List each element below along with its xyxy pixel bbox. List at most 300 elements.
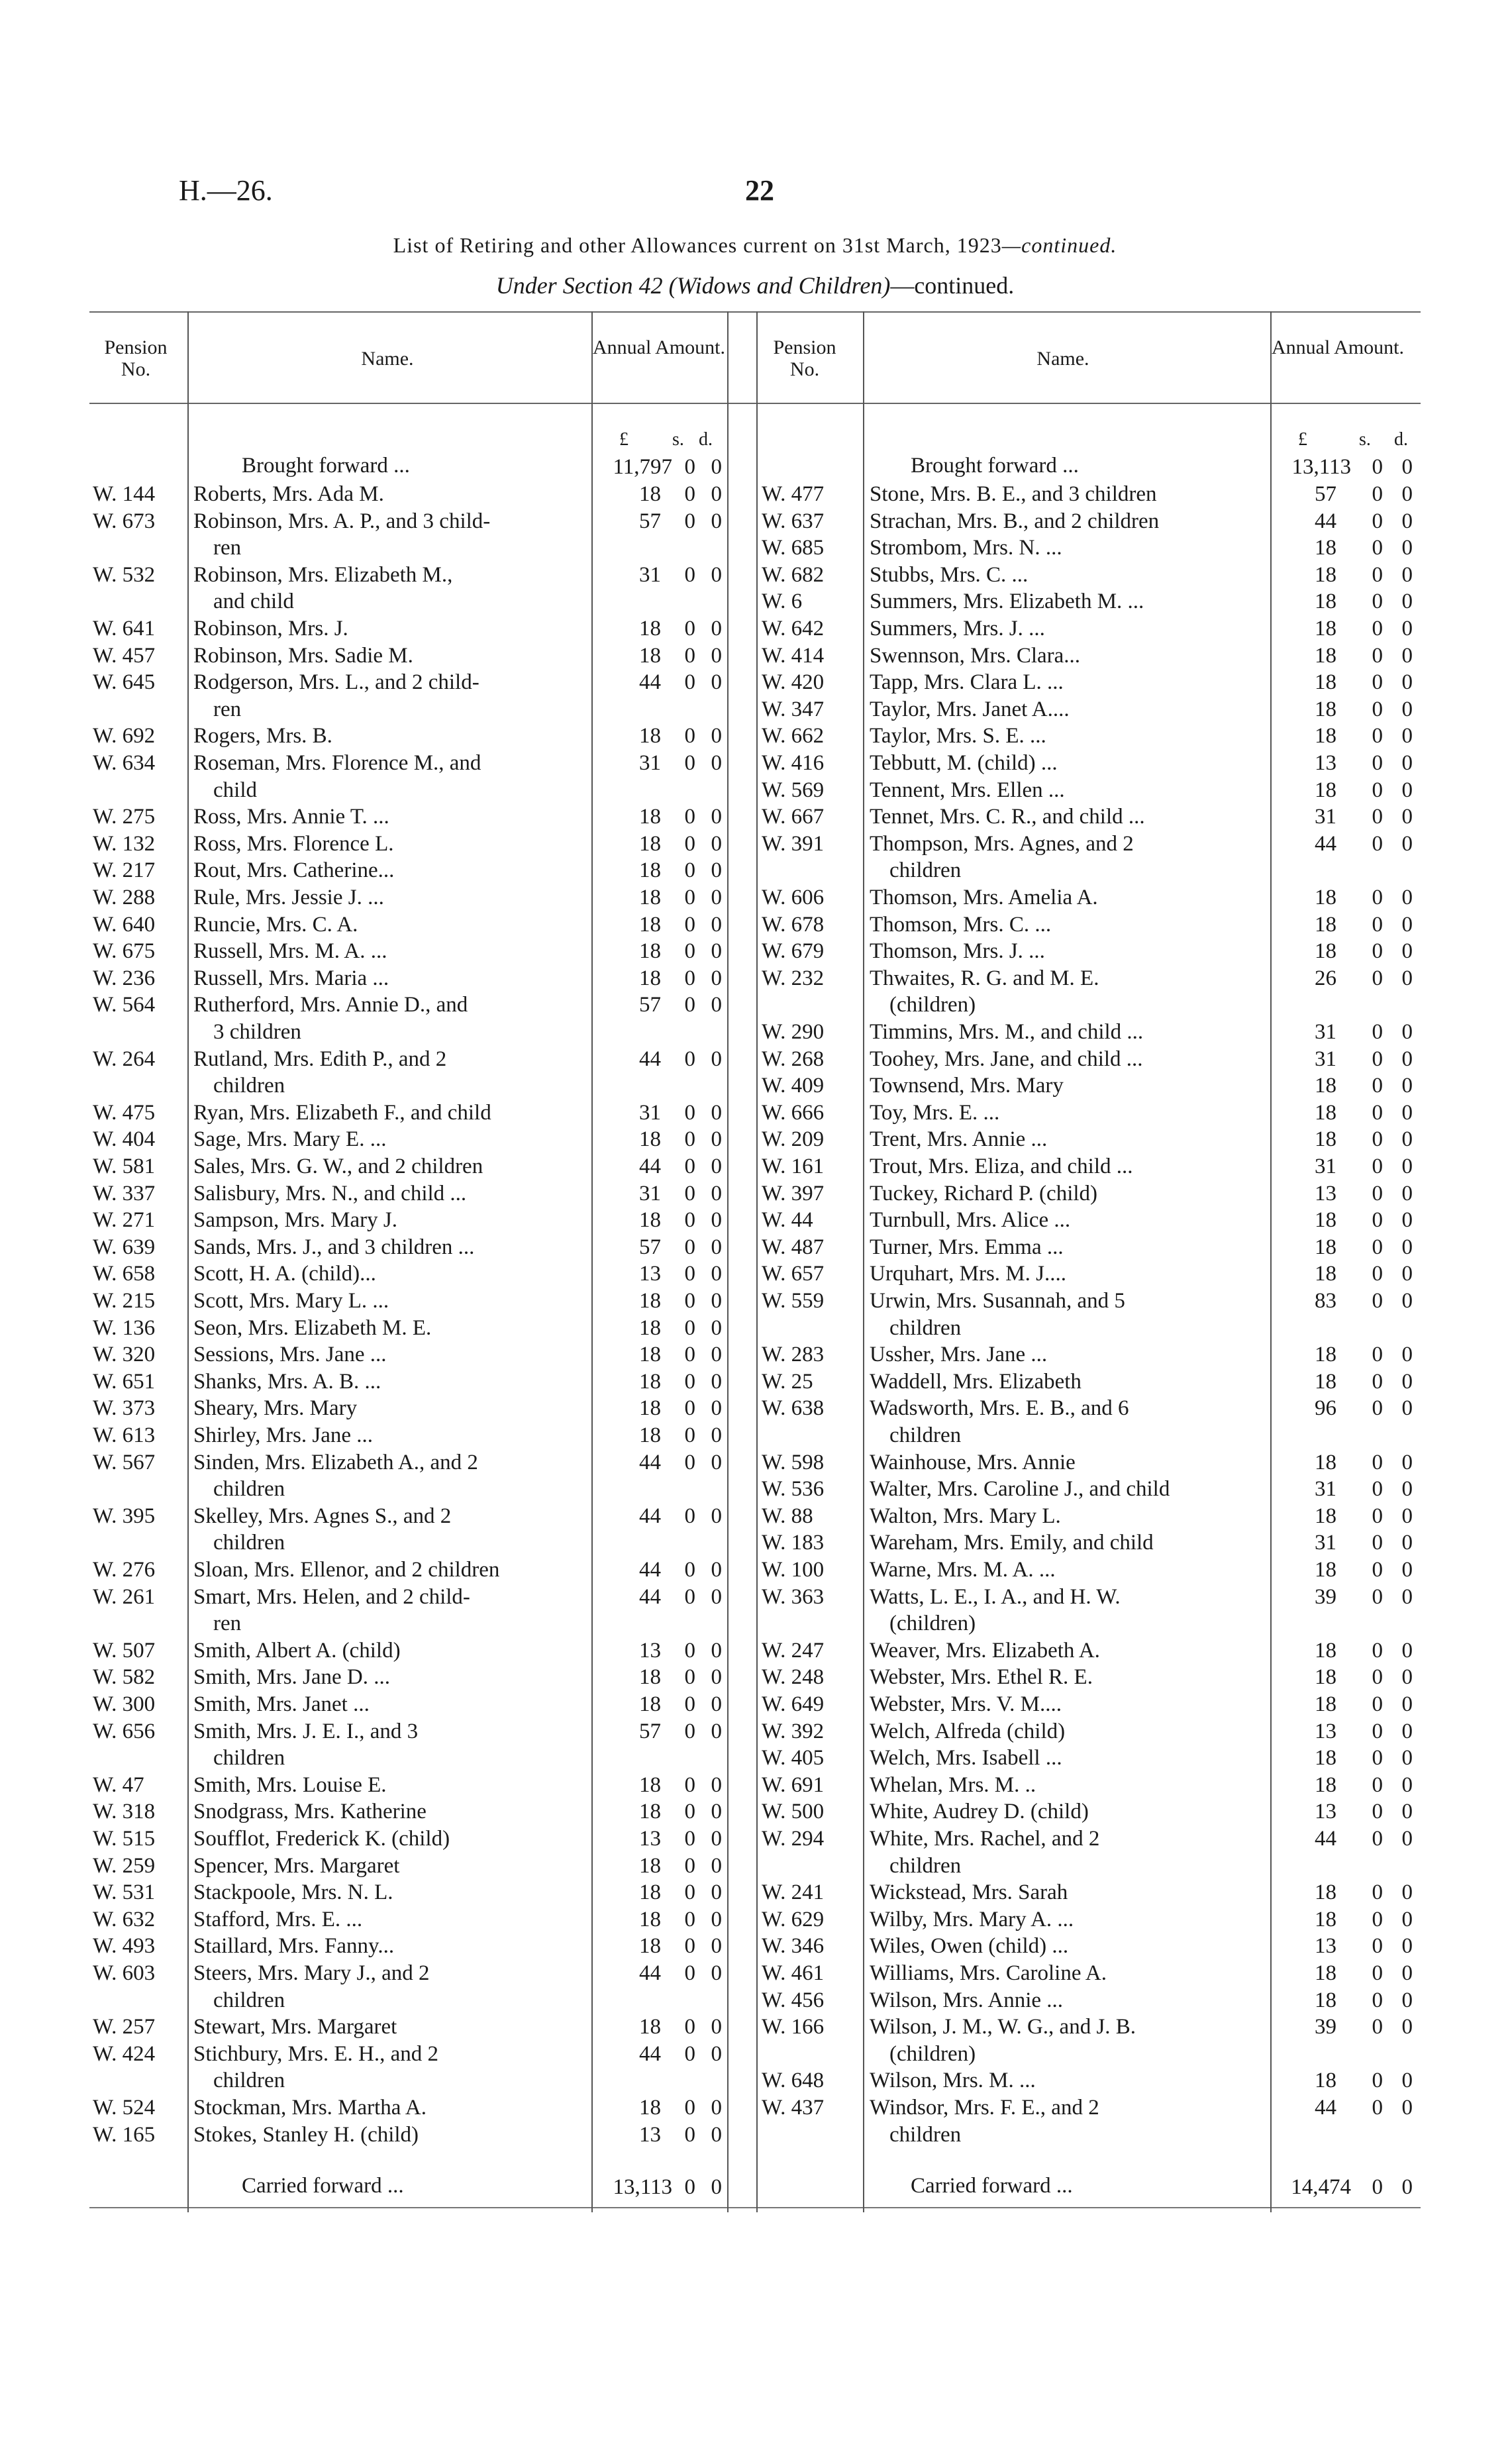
amount-pounds: 18 <box>1315 939 1336 963</box>
amount-pence: 0 <box>1401 482 1413 506</box>
amount-pounds: 57 <box>639 1235 661 1259</box>
amount-pounds: 18 <box>1315 1773 1336 1797</box>
amount-pence: 0 <box>711 1289 722 1313</box>
amount-pence: 0 <box>711 1908 722 1931</box>
pension-number: W. 409 <box>762 1074 825 1098</box>
amount-shillings: 0 <box>684 1343 695 1366</box>
amount-pence: 0 <box>711 455 722 479</box>
pensioner-name: Rule, Mrs. Jessie J. ... <box>193 886 384 909</box>
pension-number: W. 675 <box>93 939 156 963</box>
carried-forward-label-right: Carried forward ... <box>911 2174 1073 2198</box>
amount-shillings: 0 <box>684 1665 695 1689</box>
amount-shillings: 0 <box>1372 1558 1383 1582</box>
pensioner-name: Sinden, Mrs. Elizabeth A., and 2 <box>193 1451 478 1474</box>
amount-pence: 0 <box>1401 670 1413 694</box>
amount-pence: 0 <box>1401 536 1413 560</box>
amount-pounds: 18 <box>1315 1262 1336 1286</box>
amount-pence: 0 <box>1401 886 1413 909</box>
amount-pence: 0 <box>1401 1235 1413 1259</box>
pensioner-name: Smart, Mrs. Helen, and 2 child- <box>193 1585 470 1609</box>
table-row <box>0 615 1510 642</box>
table-row <box>0 965 1510 992</box>
amount-pounds: 18 <box>1315 1343 1336 1366</box>
page-number: 22 <box>745 174 774 207</box>
amount-pounds: 44 <box>1315 509 1336 533</box>
pension-number: W. 346 <box>762 1934 825 1958</box>
pension-number: W. 283 <box>762 1343 825 1366</box>
pensioner-name: ren <box>213 1612 242 1635</box>
pensioner-name: Sheary, Mrs. Mary <box>193 1396 358 1420</box>
pensioner-name: child <box>213 778 257 802</box>
amount-pence: 0 <box>1401 939 1413 963</box>
amount-shillings: 0 <box>684 966 695 990</box>
amount-shillings: 0 <box>1372 563 1383 587</box>
pension-number: W. 373 <box>93 1396 156 1420</box>
amount-pounds: 18 <box>639 482 661 506</box>
amount-pence: 0 <box>1401 1074 1413 1098</box>
amount-pence: 0 <box>1401 913 1413 937</box>
amount-pence: 0 <box>711 1665 722 1689</box>
pension-number: W. 500 <box>762 1800 825 1823</box>
amount-pence: 0 <box>711 1155 722 1178</box>
pension-number: W. 88 <box>762 1504 813 1528</box>
pension-number: W. 290 <box>762 1020 825 1044</box>
pensioner-name: Summers, Mrs. Elizabeth M. ... <box>870 590 1144 613</box>
amount-shillings: 0 <box>1372 1880 1383 1904</box>
pensioner-name: Smith, Albert A. (child) <box>193 1639 401 1663</box>
amount-shillings: 0 <box>1372 1074 1383 1098</box>
pensioner-name: Seon, Mrs. Elizabeth M. E. <box>193 1316 432 1340</box>
amount-pence: 0 <box>711 670 722 694</box>
amount-shillings: 0 <box>684 832 695 856</box>
amount-pence: 0 <box>1401 1746 1413 1770</box>
amount-pence: 0 <box>1401 590 1413 613</box>
amount-pounds: 18 <box>1315 644 1336 668</box>
amount-shillings: 0 <box>684 1639 695 1663</box>
amount-pounds: 18 <box>1315 913 1336 937</box>
amount-pounds: 18 <box>1315 1235 1336 1259</box>
amount-shillings: 0 <box>1372 644 1383 668</box>
amount-pounds: 18 <box>1315 1665 1336 1689</box>
pensioner-name: Taylor, Mrs. S. E. ... <box>870 724 1046 748</box>
amount-pounds: 18 <box>639 805 661 829</box>
amount-pounds: 13 <box>639 2123 661 2147</box>
amount-pence: 0 <box>1401 1047 1413 1071</box>
pension-number: W. 320 <box>93 1343 156 1366</box>
table-row <box>0 884 1510 911</box>
pension-number: W. 136 <box>93 1316 156 1340</box>
amount-shillings: 0 <box>1372 455 1383 479</box>
pensioner-name: (children) <box>889 1612 976 1635</box>
amount-shillings: 0 <box>684 670 695 694</box>
amount-shillings: 0 <box>1372 1182 1383 1206</box>
pension-number: W. 532 <box>93 563 156 587</box>
header-bottom-rule <box>89 403 1421 404</box>
table-row <box>0 1960 1510 1987</box>
pensioner-name: 3 children <box>213 1020 301 1044</box>
pension-number: W. 276 <box>93 1558 156 1582</box>
amount-pence: 0 <box>1401 1343 1413 1366</box>
amount-shillings: 0 <box>684 886 695 909</box>
amount-pence: 0 <box>1401 1961 1413 1985</box>
amount-pounds: 18 <box>1315 1908 1336 1931</box>
pensioner-name: Windsor, Mrs. F. E., and 2 <box>870 2096 1099 2120</box>
pension-number: W. 515 <box>93 1827 156 1851</box>
amount-shillings: 0 <box>1372 1370 1383 1394</box>
amount-shillings: 0 <box>684 1585 695 1609</box>
pension-number: W. 559 <box>762 1289 825 1313</box>
amount-pounds: 44 <box>639 1961 661 1985</box>
pensioner-name: Wilson, Mrs. Annie ... <box>870 1988 1064 2012</box>
table-row <box>0 1180 1510 1207</box>
table-row <box>0 1557 1510 1584</box>
amount-pence: 0 <box>711 1934 722 1958</box>
pension-number: W. 337 <box>93 1182 156 1206</box>
amount-pence: 0 <box>1401 644 1413 668</box>
amount-pence: 0 <box>711 1182 722 1206</box>
section-subtitle-text: Under Section 42 (Widows and Children) <box>495 272 891 299</box>
amount-pounds: 18 <box>1315 778 1336 802</box>
amount-shillings: 0 <box>684 1961 695 1985</box>
pensioner-name: Stubbs, Mrs. C. ... <box>870 563 1029 587</box>
table-row <box>0 1341 1510 1368</box>
amount-pounds: 18 <box>639 1208 661 1232</box>
pensioner-name: children <box>213 1988 285 2012</box>
amount-shillings: 0 <box>684 2096 695 2120</box>
amount-shillings: 0 <box>1372 1746 1383 1770</box>
amount-pounds: 18 <box>639 1665 661 1689</box>
pensioner-name: Russell, Mrs. M. A. ... <box>193 939 387 963</box>
amount-shillings: 0 <box>1372 536 1383 560</box>
pension-number: W. 658 <box>93 1262 156 1286</box>
pension-number: W. 598 <box>762 1451 825 1474</box>
pension-number: W. 629 <box>762 1908 825 1931</box>
table-row <box>0 1153 1510 1180</box>
amount-pounds: 13,113 <box>1291 455 1351 479</box>
amount-shillings: 0 <box>1372 1451 1383 1474</box>
pension-number: W. 416 <box>762 751 825 775</box>
pension-number: W. 692 <box>93 724 156 748</box>
pensioner-name: Robinson, Mrs. Elizabeth M., <box>193 563 453 587</box>
pension-number: W. 268 <box>762 1047 825 1071</box>
amount-pence: 0 <box>1401 1477 1413 1501</box>
pensioner-name: Turner, Mrs. Emma ... <box>870 1235 1064 1259</box>
table-row <box>0 1987 1510 2014</box>
amount-pounds: 18 <box>1315 697 1336 721</box>
amount-shillings: 0 <box>684 1289 695 1313</box>
amount-shillings: 0 <box>1372 1692 1383 1716</box>
table-row <box>0 1288 1510 1315</box>
amount-pounds: 18 <box>639 1316 661 1340</box>
amount-pence: 0 <box>1401 509 1413 533</box>
amount-shillings: 0 <box>1372 1720 1383 1743</box>
amount-pence: 0 <box>1401 805 1413 829</box>
amount-shillings: 0 <box>1372 1665 1383 1689</box>
pensioner-name: Taylor, Mrs. Janet A.... <box>870 697 1070 721</box>
amount-pounds: 18 <box>1315 1127 1336 1151</box>
pensioner-name: Strachan, Mrs. B., and 2 children <box>870 509 1160 533</box>
amount-shillings: 0 <box>684 1504 695 1528</box>
pension-number: W. 667 <box>762 805 825 829</box>
amount-pence: 0 <box>1401 617 1413 641</box>
table-row <box>0 1395 1510 1422</box>
pensioner-name: Smith, Mrs. Janet ... <box>193 1692 370 1716</box>
pension-number: W. 649 <box>762 1692 825 1716</box>
amount-pounds: 18 <box>639 966 661 990</box>
amount-pence: 0 <box>711 1396 722 1420</box>
amount-pence: 0 <box>1401 1720 1413 1743</box>
amount-pence: 0 <box>1401 1262 1413 1286</box>
amount-shillings: 0 <box>1372 1800 1383 1823</box>
amount-shillings: 0 <box>1372 1477 1383 1501</box>
pension-number: W. 392 <box>762 1720 825 1743</box>
amount-pence: 0 <box>711 644 722 668</box>
amount-pence: 0 <box>711 1370 722 1394</box>
list-title-text: List of Retiring and other Allowances current on 31st March, 1923 <box>393 233 1002 257</box>
pensioner-name: Snodgrass, Mrs. Katherine <box>193 1800 427 1823</box>
amount-shillings: 0 <box>684 1127 695 1151</box>
pensioner-name: Trout, Mrs. Eliza, and child ... <box>870 1155 1133 1178</box>
totals-rule <box>89 2207 1421 2208</box>
amount-pence: 0 <box>711 1961 722 1985</box>
amount-pounds: 18 <box>1315 1504 1336 1528</box>
amount-pence: 0 <box>711 1316 722 1340</box>
pensioner-name: Ross, Mrs. Florence L. <box>193 832 394 856</box>
amount-pounds: 31 <box>639 563 661 587</box>
pensioner-name: Tapp, Mrs. Clara L. ... <box>870 670 1064 694</box>
pensioner-name: Tuckey, Richard P. (child) <box>870 1182 1098 1206</box>
amount-pence: 0 <box>711 1047 722 1071</box>
amount-pounds: 57 <box>639 1720 661 1743</box>
amount-shillings: 0 <box>684 1235 695 1259</box>
amount-pounds: 18 <box>639 1692 661 1716</box>
table-row <box>0 1664 1510 1691</box>
pensioner-name: Ryan, Mrs. Elizabeth F., and child <box>193 1101 491 1125</box>
pensioner-name: Thomson, Mrs. Amelia A. <box>870 886 1098 909</box>
pensioner-name: Sampson, Mrs. Mary J. <box>193 1208 398 1232</box>
amount-pounds: 31 <box>639 751 661 775</box>
amount-shillings: 0 <box>1372 1235 1383 1259</box>
pensioner-name: ren <box>213 697 242 721</box>
pension-number: W. 405 <box>762 1746 825 1770</box>
pension-number: W. 524 <box>93 2096 156 2120</box>
amount-pounds: 18 <box>1315 1370 1336 1394</box>
amount-pounds: 57 <box>639 993 661 1017</box>
pensioner-name: Rodgerson, Mrs. L., and 2 child- <box>193 670 479 694</box>
amount-shillings: 0 <box>1372 1827 1383 1851</box>
pensioner-name: Wilson, J. M., W. G., and J. B. <box>870 2015 1136 2039</box>
pensioner-name: Walton, Mrs. Mary L. <box>870 1504 1061 1528</box>
table-row <box>0 1745 1510 1772</box>
table-row <box>0 1046 1510 1073</box>
amount-pounds: 18 <box>1315 1101 1336 1125</box>
amount-shillings: 0 <box>684 1047 695 1071</box>
pensioner-name: Strombom, Mrs. N. ... <box>870 536 1062 560</box>
amount-pence: 0 <box>711 563 722 587</box>
amount-pence: 0 <box>1401 1665 1413 1689</box>
table-row <box>0 669 1510 696</box>
pension-number: W. 288 <box>93 886 156 909</box>
pension-number: W. 632 <box>93 1908 156 1931</box>
amount-pounds: 96 <box>1315 1396 1336 1420</box>
amount-pounds: 18 <box>1315 1961 1336 1985</box>
pensioner-name: Thompson, Mrs. Agnes, and 2 <box>870 832 1134 856</box>
pension-number: W. 581 <box>93 1155 156 1178</box>
amount-pence: 0 <box>711 1235 722 1259</box>
table-row-continuation <box>0 1610 1510 1637</box>
pensioner-name: children <box>213 1746 285 1770</box>
pensioner-name: Urquhart, Mrs. M. J.... <box>870 1262 1066 1286</box>
amount-pence: 0 <box>1401 1934 1413 1958</box>
amount-pounds: 18 <box>639 858 661 882</box>
brought-forward-label-right: Brought forward ... <box>911 454 1079 478</box>
pension-number: W. 487 <box>762 1235 825 1259</box>
amount-pence: 0 <box>711 1827 722 1851</box>
pension-number: W. 493 <box>93 1934 156 1958</box>
table-row <box>0 1234 1510 1261</box>
pension-number: W. 477 <box>762 482 825 506</box>
list-title-continued: —continued. <box>1001 233 1117 257</box>
amount-pence: 0 <box>1401 832 1413 856</box>
amount-pence: 0 <box>1401 778 1413 802</box>
pensioner-name: (children) <box>889 2042 976 2066</box>
amount-shillings: 0 <box>684 1316 695 1340</box>
amount-pounds: 13 <box>1315 1182 1336 1206</box>
amount-pounds: 13 <box>1315 751 1336 775</box>
amount-pence: 0 <box>711 2096 722 2120</box>
amount-pence: 0 <box>1401 1289 1413 1313</box>
amount-shillings: 0 <box>684 1262 695 1286</box>
table-row <box>0 1529 1510 1557</box>
pensioner-name: children <box>213 2069 285 2092</box>
table-row <box>0 750 1510 777</box>
amount-pounds: 18 <box>1315 1558 1336 1582</box>
pensioner-name: Warne, Mrs. M. A. ... <box>870 1558 1056 1582</box>
pensioner-name: White, Audrey D. (child) <box>870 1800 1089 1823</box>
table-row <box>0 535 1510 562</box>
amount-pence: 0 <box>711 2175 722 2199</box>
pension-number: W. 183 <box>762 1531 825 1555</box>
amount-shillings: 0 <box>1372 1127 1383 1151</box>
amount-pounds: 18 <box>1315 617 1336 641</box>
table-row <box>0 1476 1510 1503</box>
pension-number: W. 531 <box>93 1880 156 1904</box>
amount-pence: 0 <box>1401 1988 1413 2012</box>
pensioner-name: Summers, Mrs. J. ... <box>870 617 1045 641</box>
amount-shillings: 0 <box>684 1692 695 1716</box>
pension-number: W. 567 <box>93 1451 156 1474</box>
amount-pence: 0 <box>711 2015 722 2039</box>
amount-pounds: 31 <box>639 1101 661 1125</box>
pension-number: W. 318 <box>93 1800 156 1823</box>
amount-pence: 0 <box>711 1692 722 1716</box>
pension-number: W. 248 <box>762 1665 825 1689</box>
pension-number: W. 132 <box>93 832 156 856</box>
amount-pounds: 18 <box>1315 536 1336 560</box>
table-row <box>0 1260 1510 1288</box>
pension-number: W. 275 <box>93 805 156 829</box>
pensioner-name: Stafford, Mrs. E. ... <box>193 1908 363 1931</box>
amount-pence: 0 <box>711 482 722 506</box>
amount-shillings: 0 <box>684 1827 695 1851</box>
amount-pence: 0 <box>711 1558 722 1582</box>
pensioner-name: Rout, Mrs. Catherine... <box>193 858 395 882</box>
pensioner-name: children <box>889 858 962 882</box>
amount-shillings: 0 <box>1372 939 1383 963</box>
amount-shillings: 0 <box>684 1800 695 1823</box>
amount-shillings: 0 <box>684 993 695 1017</box>
pensioner-name: Sessions, Mrs. Jane ... <box>193 1343 387 1366</box>
table-row <box>0 777 1510 804</box>
amount-shillings: 0 <box>684 1155 695 1178</box>
amount-pounds: 31 <box>1315 1155 1336 1178</box>
table-row <box>0 481 1510 508</box>
pensioner-name: Sloan, Mrs. Ellenor, and 2 children <box>193 1558 500 1582</box>
pensioner-name: Sands, Mrs. J., and 3 children ... <box>193 1235 475 1259</box>
amount-shillings: 0 <box>1372 1289 1383 1313</box>
amount-shillings: 0 <box>684 1720 695 1743</box>
amount-pounds: 18 <box>639 1773 661 1797</box>
pension-number: W. 271 <box>93 1208 156 1232</box>
pensioner-name: Stewart, Mrs. Margaret <box>193 2015 397 2039</box>
pensioner-name: Roberts, Mrs. Ada M. <box>193 482 384 506</box>
amount-pounds: 57 <box>1315 482 1336 506</box>
amount-pounds: 18 <box>639 1127 661 1151</box>
table-row <box>0 803 1510 831</box>
amount-pence: 0 <box>711 724 722 748</box>
table-row <box>0 1825 1510 1853</box>
carried-forward-label-left: Carried forward ... <box>242 2174 404 2198</box>
pension-number: W. 257 <box>93 2015 156 2039</box>
pension-number: W. 507 <box>93 1639 156 1663</box>
pension-number: W. 679 <box>762 939 825 963</box>
amount-pounds: 18 <box>639 617 661 641</box>
pensioner-name: Spencer, Mrs. Margaret <box>193 1854 400 1878</box>
pensioner-name: Robinson, Mrs. Sadie M. <box>193 644 413 668</box>
table-row <box>0 2094 1510 2122</box>
pensioner-name: Staillard, Mrs. Fanny... <box>193 1934 395 1958</box>
amount-pence: 0 <box>711 1720 722 1743</box>
amount-pence: 0 <box>1401 1127 1413 1151</box>
pensioner-name: Timmins, Mrs. M., and child ... <box>870 1020 1144 1044</box>
amount-pounds: 18 <box>1315 724 1336 748</box>
pension-number: W. 144 <box>93 482 156 506</box>
pensioner-name: Russell, Mrs. Maria ... <box>193 966 389 990</box>
amount-pounds: 18 <box>639 1370 661 1394</box>
amount-pounds: 18 <box>1315 1451 1336 1474</box>
pensioner-name: Trent, Mrs. Annie ... <box>870 1127 1048 1151</box>
amount-shillings: 0 <box>1372 832 1383 856</box>
amount-shillings: 0 <box>684 1773 695 1797</box>
name-header-right: Name. <box>1036 348 1089 370</box>
amount-pence: 0 <box>711 1343 722 1366</box>
pension-number: W. 641 <box>93 617 156 641</box>
amount-shillings: 0 <box>684 2123 695 2147</box>
amount-pounds: 39 <box>1315 1585 1336 1609</box>
table-row <box>0 1100 1510 1127</box>
amount-pence: 0 <box>711 1880 722 1904</box>
amount-pence: 0 <box>711 805 722 829</box>
amount-pence: 0 <box>1401 1558 1413 1582</box>
pension-number: W. 215 <box>93 1289 156 1313</box>
pensioner-name: Stockman, Mrs. Martha A. <box>193 2096 427 2120</box>
pension-number: W. 100 <box>762 1558 825 1582</box>
pension-number: W. 637 <box>762 509 825 533</box>
table-row <box>0 1933 1510 1960</box>
pension-number: W. 236 <box>93 966 156 990</box>
shillings-label-right: s. <box>1359 429 1371 450</box>
pensioner-name: children <box>889 2123 962 2147</box>
